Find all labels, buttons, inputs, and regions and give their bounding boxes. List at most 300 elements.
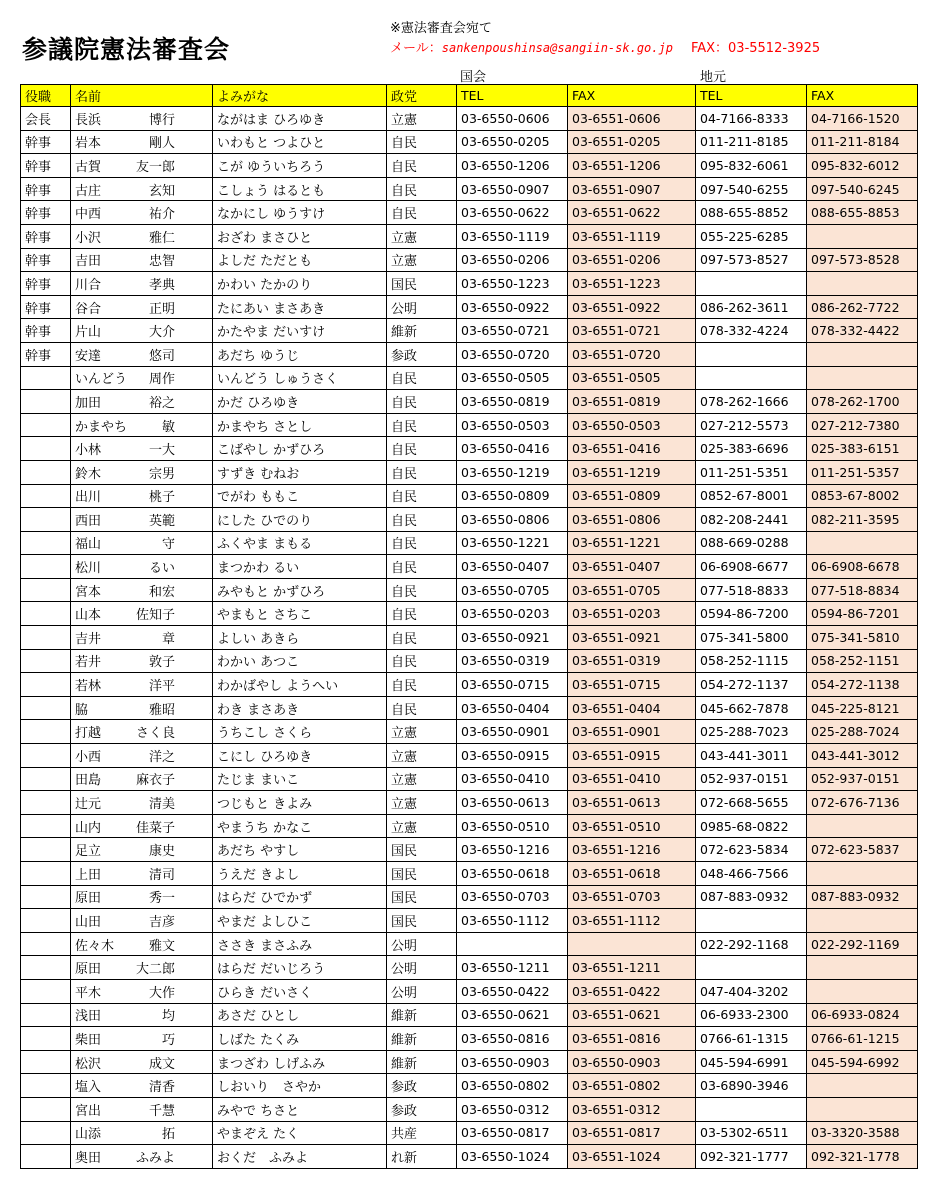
cell-jimoto-fax: 075-341-5810 — [807, 626, 918, 650]
given-name: 麻衣子 — [135, 773, 175, 789]
table-row — [21, 224, 918, 248]
cell-kokkai-tel: 03-6550-0703 — [457, 885, 568, 909]
cell-jimoto-fax — [807, 366, 918, 390]
cell-role: 幹事 — [21, 272, 71, 296]
cell-reading: ながはま ひろゆき — [213, 107, 387, 131]
cell-name — [71, 696, 213, 720]
cell-reading: かだ ひろゆき — [213, 390, 387, 414]
cell-party: 自民 — [387, 390, 457, 414]
cell-jimoto-tel: 048-466-7566 — [696, 862, 807, 886]
family-name: 松沢 — [75, 1056, 102, 1072]
cell-jimoto-tel — [696, 1097, 807, 1121]
cell-role — [21, 460, 71, 484]
member-name — [75, 675, 175, 694]
cell-jimoto-fax — [807, 342, 918, 366]
cell-name — [71, 1121, 213, 1145]
cell-jimoto-fax — [807, 531, 918, 555]
cell-kokkai-tel: 03-6550-0407 — [457, 555, 568, 579]
table-row — [21, 862, 918, 886]
cell-name — [71, 366, 213, 390]
member-name — [75, 817, 175, 836]
cell-reading: よしい あきら — [213, 626, 387, 650]
member-name — [75, 416, 175, 435]
table-row — [21, 1145, 918, 1169]
cell-kokkai-fax: 03-6551-1024 — [568, 1145, 696, 1169]
member-name — [75, 1029, 175, 1048]
cell-role — [21, 626, 71, 650]
cell-reading: かわい たかのり — [213, 272, 387, 296]
cell-name — [71, 791, 213, 815]
cell-reading: おくだ ふみよ — [213, 1145, 387, 1169]
cell-reading: ひらき だいさく — [213, 979, 387, 1003]
table-row — [21, 602, 918, 626]
cell-name — [71, 224, 213, 248]
given-name: 敦子 — [148, 655, 175, 671]
cell-role — [21, 956, 71, 980]
cell-kokkai-fax: 03-6551-1216 — [568, 838, 696, 862]
family-name: かまやち — [75, 419, 128, 435]
table-row — [21, 130, 918, 154]
cell-jimoto-fax: 058-252-1151 — [807, 649, 918, 673]
cell-kokkai-fax: 03-6551-0618 — [568, 862, 696, 886]
member-name — [75, 769, 175, 788]
cell-name — [71, 319, 213, 343]
member-table — [20, 84, 918, 1169]
cell-kokkai-fax: 03-6551-0319 — [568, 649, 696, 673]
cell-jimoto-fax: 06-6908-6678 — [807, 555, 918, 579]
cell-party: 公明 — [387, 979, 457, 1003]
given-name: 千慧 — [148, 1103, 175, 1119]
given-name: 佐知子 — [135, 608, 175, 624]
email-label: メール： — [390, 41, 442, 56]
cell-role — [21, 531, 71, 555]
cell-kokkai-fax: 03-6550-0503 — [568, 413, 696, 437]
cell-jimoto-tel: 0594-86-7200 — [696, 602, 807, 626]
table-row — [21, 390, 918, 414]
cell-kokkai-fax: 03-6551-0312 — [568, 1097, 696, 1121]
cell-name — [71, 1003, 213, 1027]
cell-reading: たにあい まさあき — [213, 295, 387, 319]
given-name: 悠司 — [148, 348, 175, 364]
family-name: 平木 — [75, 985, 102, 1001]
cell-kokkai-tel: 03-6550-0510 — [457, 814, 568, 838]
cell-jimoto-tel: 088-669-0288 — [696, 531, 807, 555]
family-name: 山内 — [75, 820, 102, 836]
cell-role — [21, 814, 71, 838]
cell-role: 会長 — [21, 107, 71, 131]
member-name — [75, 510, 175, 529]
cell-kokkai-tel: 03-6550-0404 — [457, 696, 568, 720]
cell-party: 公明 — [387, 956, 457, 980]
table-row — [21, 791, 918, 815]
cell-reading: こしょう はるとも — [213, 177, 387, 201]
cell-jimoto-tel: 03-5302-6511 — [696, 1121, 807, 1145]
cell-name — [71, 1050, 213, 1074]
cell-role — [21, 508, 71, 532]
cell-reading: しおいり さやか — [213, 1074, 387, 1098]
member-name — [75, 439, 175, 458]
cell-kokkai-tel: 03-6550-0312 — [457, 1097, 568, 1121]
family-name: 吉井 — [75, 631, 102, 647]
cell-name — [71, 602, 213, 626]
cell-kokkai-fax: 03-6551-0715 — [568, 673, 696, 697]
cell-party: 立憲 — [387, 248, 457, 272]
family-name: 脇 — [75, 702, 89, 718]
cell-name — [71, 272, 213, 296]
cell-party: 参政 — [387, 342, 457, 366]
cell-kokkai-fax — [568, 932, 696, 956]
given-name: ふみよ — [135, 1150, 175, 1166]
table-row — [21, 767, 918, 791]
cell-role: 幹事 — [21, 319, 71, 343]
cell-jimoto-fax: 086-262-7722 — [807, 295, 918, 319]
given-name: 雅仁 — [148, 230, 175, 246]
family-name: 小西 — [75, 749, 102, 765]
cell-jimoto-tel: 058-252-1115 — [696, 649, 807, 673]
cell-reading: やまだ よしひこ — [213, 909, 387, 933]
member-name — [75, 864, 175, 883]
cell-reading: こばやし かずひろ — [213, 437, 387, 461]
member-name — [75, 840, 175, 859]
cell-party: 維新 — [387, 319, 457, 343]
table-row — [21, 956, 918, 980]
given-name: 忠智 — [148, 254, 175, 270]
cell-role — [21, 838, 71, 862]
given-name: 英範 — [148, 513, 175, 529]
cell-name — [71, 744, 213, 768]
member-name — [75, 982, 175, 1001]
cell-kokkai-tel: 03-6550-1219 — [457, 460, 568, 484]
cell-kokkai-tel: 03-6550-1112 — [457, 909, 568, 933]
member-name — [75, 911, 175, 930]
member-name — [75, 1005, 175, 1024]
cell-jimoto-fax — [807, 862, 918, 886]
cell-jimoto-fax: 077-518-8834 — [807, 578, 918, 602]
member-name — [75, 321, 175, 340]
family-name: 打越 — [75, 726, 102, 742]
cell-kokkai-tel: 03-6550-1206 — [457, 154, 568, 178]
table-row — [21, 885, 918, 909]
cell-jimoto-tel: 097-540-6255 — [696, 177, 807, 201]
cell-party: 立憲 — [387, 767, 457, 791]
cell-jimoto-tel: 054-272-1137 — [696, 673, 807, 697]
cell-party: 自民 — [387, 460, 457, 484]
cell-reading: うちこし さくら — [213, 720, 387, 744]
cell-name — [71, 177, 213, 201]
cell-kokkai-tel: 03-6550-0816 — [457, 1027, 568, 1051]
cell-party: 立憲 — [387, 744, 457, 768]
cell-role — [21, 720, 71, 744]
cell-kokkai-tel: 03-6550-1216 — [457, 838, 568, 862]
table-row — [21, 649, 918, 673]
given-name: 佳菜子 — [135, 820, 175, 836]
member-name — [75, 345, 175, 364]
table-row — [21, 673, 918, 697]
cell-kokkai-fax: 03-6551-0915 — [568, 744, 696, 768]
cell-jimoto-tel: 086-262-3611 — [696, 295, 807, 319]
cell-name — [71, 484, 213, 508]
member-name — [75, 651, 175, 670]
cell-kokkai-tel: 03-6550-0613 — [457, 791, 568, 815]
cell-name — [71, 248, 213, 272]
cell-party: 自民 — [387, 437, 457, 461]
table-row — [21, 272, 918, 296]
family-name: 田島 — [75, 773, 102, 789]
cell-party: 自民 — [387, 649, 457, 673]
table-row — [21, 1027, 918, 1051]
cell-kokkai-fax: 03-6551-1221 — [568, 531, 696, 555]
cell-kokkai-tel: 03-6550-0806 — [457, 508, 568, 532]
contact-line — [390, 37, 820, 56]
cell-jimoto-tel: 045-662-7878 — [696, 696, 807, 720]
family-name: 吉田 — [75, 254, 102, 270]
family-name: 宮本 — [75, 584, 102, 600]
member-name — [75, 958, 175, 977]
cell-party: 自民 — [387, 696, 457, 720]
given-name: 秀一 — [148, 891, 175, 907]
recipient-note: ※憲法審査会宛て — [390, 21, 492, 36]
cell-reading: かたやま だいすけ — [213, 319, 387, 343]
member-name — [75, 156, 175, 175]
cell-name — [71, 956, 213, 980]
family-name: 山添 — [75, 1127, 102, 1143]
cell-jimoto-tel: 052-937-0151 — [696, 767, 807, 791]
cell-name — [71, 107, 213, 131]
cell-name — [71, 649, 213, 673]
cell-jimoto-fax — [807, 224, 918, 248]
member-name — [75, 203, 175, 222]
given-name: 清香 — [148, 1080, 175, 1096]
cell-party: 自民 — [387, 673, 457, 697]
family-name: 辻元 — [75, 797, 102, 813]
family-name: 川合 — [75, 277, 102, 293]
family-name: 鈴木 — [75, 466, 102, 482]
cell-jimoto-fax: 092-321-1778 — [807, 1145, 918, 1169]
col-header-jimoto-fax: FAX — [807, 85, 918, 107]
cell-kokkai-fax: 03-6551-1219 — [568, 460, 696, 484]
cell-jimoto-tel: 097-573-8527 — [696, 248, 807, 272]
family-name: 岩本 — [75, 136, 102, 152]
cell-name — [71, 295, 213, 319]
table-row — [21, 413, 918, 437]
member-name — [75, 486, 175, 505]
cell-kokkai-fax: 03-6551-0410 — [568, 767, 696, 791]
table-row — [21, 201, 918, 225]
member-name — [75, 887, 175, 906]
cell-jimoto-fax — [807, 1097, 918, 1121]
cell-reading: つじもと きよみ — [213, 791, 387, 815]
cell-role — [21, 578, 71, 602]
member-name — [75, 1100, 175, 1119]
family-name: 若井 — [75, 655, 102, 671]
cell-name — [71, 979, 213, 1003]
cell-kokkai-tel: 03-6550-1223 — [457, 272, 568, 296]
cell-kokkai-tel: 03-6550-1211 — [457, 956, 568, 980]
cell-role — [21, 390, 71, 414]
cell-kokkai-fax: 03-6551-0510 — [568, 814, 696, 838]
cell-reading: わき まさあき — [213, 696, 387, 720]
cell-jimoto-tel: 043-441-3011 — [696, 744, 807, 768]
cell-jimoto-tel: 03-6890-3946 — [696, 1074, 807, 1098]
cell-jimoto-tel: 06-6933-2300 — [696, 1003, 807, 1027]
group-label-kokkai: 国会 — [460, 70, 487, 85]
cell-kokkai-fax: 03-6551-0404 — [568, 696, 696, 720]
cell-role — [21, 767, 71, 791]
cell-kokkai-fax: 03-6551-0203 — [568, 602, 696, 626]
cell-kokkai-fax: 03-6551-0416 — [568, 437, 696, 461]
cell-reading: はらだ ひでかず — [213, 885, 387, 909]
fax-number: 03-5512-3925 — [728, 41, 821, 56]
table-row — [21, 932, 918, 956]
cell-party: 自民 — [387, 177, 457, 201]
member-name — [75, 533, 175, 552]
given-name: 雅昭 — [148, 702, 175, 718]
given-name: 洋之 — [148, 749, 175, 765]
cell-kokkai-fax: 03-6551-1119 — [568, 224, 696, 248]
cell-kokkai-tel: 03-6550-0206 — [457, 248, 568, 272]
cell-jimoto-tel: 072-623-5834 — [696, 838, 807, 862]
cell-reading: かまやち さとし — [213, 413, 387, 437]
cell-name — [71, 578, 213, 602]
table-row — [21, 1003, 918, 1027]
family-name: 山田 — [75, 914, 102, 930]
cell-kokkai-fax: 03-6551-1223 — [568, 272, 696, 296]
table-row — [21, 460, 918, 484]
cell-jimoto-fax — [807, 909, 918, 933]
member-name — [75, 392, 175, 411]
cell-jimoto-tel: 075-341-5800 — [696, 626, 807, 650]
cell-role — [21, 1050, 71, 1074]
cell-role: 幹事 — [21, 201, 71, 225]
cell-party: 立憲 — [387, 107, 457, 131]
member-name — [75, 132, 175, 151]
cell-jimoto-tel: 025-288-7023 — [696, 720, 807, 744]
cell-reading: いわもと つよひと — [213, 130, 387, 154]
table-row — [21, 154, 918, 178]
cell-name — [71, 1027, 213, 1051]
given-name: るい — [148, 561, 175, 577]
given-name: 桃子 — [148, 490, 175, 506]
cell-kokkai-tel: 03-6550-0621 — [457, 1003, 568, 1027]
cell-jimoto-tel: 047-404-3202 — [696, 979, 807, 1003]
cell-role: 幹事 — [21, 154, 71, 178]
cell-party: 立憲 — [387, 720, 457, 744]
col-header-role: 役職 — [21, 85, 71, 107]
given-name: 守 — [161, 537, 175, 553]
cell-kokkai-fax: 03-6551-0505 — [568, 366, 696, 390]
family-name: 佐々木 — [75, 938, 115, 954]
member-name — [75, 1076, 175, 1095]
member-name — [75, 298, 175, 317]
cell-jimoto-fax: 0853-67-8002 — [807, 484, 918, 508]
cell-role — [21, 1074, 71, 1098]
cell-role — [21, 1027, 71, 1051]
family-name: 足立 — [75, 844, 102, 860]
cell-jimoto-tel — [696, 366, 807, 390]
email-address[interactable]: sankenpoushinsa@sangiin-sk.go.jp — [441, 41, 673, 55]
given-name: 敏 — [161, 419, 175, 435]
cell-name — [71, 201, 213, 225]
family-name: 古庄 — [75, 183, 102, 199]
given-name: 大二郎 — [135, 962, 175, 978]
cell-jimoto-tel: 077-518-8833 — [696, 578, 807, 602]
cell-reading: みやで ちさと — [213, 1097, 387, 1121]
table-row — [21, 578, 918, 602]
cell-party: 公明 — [387, 295, 457, 319]
cell-name — [71, 390, 213, 414]
cell-role — [21, 1121, 71, 1145]
cell-kokkai-fax: 03-6551-0407 — [568, 555, 696, 579]
cell-kokkai-tel: 03-6550-0410 — [457, 767, 568, 791]
cell-kokkai-fax: 03-6551-0705 — [568, 578, 696, 602]
cell-party: 自民 — [387, 578, 457, 602]
family-name: 谷合 — [75, 301, 102, 317]
cell-jimoto-fax: 095-832-6012 — [807, 154, 918, 178]
cell-kokkai-fax: 03-6551-0206 — [568, 248, 696, 272]
cell-role — [21, 649, 71, 673]
table-row — [21, 909, 918, 933]
cell-kokkai-tel: 03-6550-0922 — [457, 295, 568, 319]
given-name: 成文 — [148, 1056, 175, 1072]
family-name: 長浜 — [75, 112, 102, 128]
cell-role — [21, 744, 71, 768]
cell-name — [71, 413, 213, 437]
cell-jimoto-tel — [696, 342, 807, 366]
table-row — [21, 555, 918, 579]
cell-kokkai-tel: 03-6550-0819 — [457, 390, 568, 414]
cell-name — [71, 673, 213, 697]
cell-reading: みやもと かずひろ — [213, 578, 387, 602]
family-name: 加田 — [75, 395, 102, 411]
cell-role — [21, 1003, 71, 1027]
col-header-kokkai-tel: TEL — [457, 85, 568, 107]
cell-reading: すずき むねお — [213, 460, 387, 484]
given-name: さく良 — [135, 726, 175, 742]
cell-kokkai-fax: 03-6551-0621 — [568, 1003, 696, 1027]
cell-kokkai-fax: 03-6551-0720 — [568, 342, 696, 366]
family-name: 宮出 — [75, 1103, 102, 1119]
cell-kokkai-tel: 03-6550-0809 — [457, 484, 568, 508]
cell-kokkai-tel: 03-6550-0907 — [457, 177, 568, 201]
table-row — [21, 744, 918, 768]
cell-jimoto-tel: 022-292-1168 — [696, 932, 807, 956]
member-name — [75, 557, 175, 576]
table-row — [21, 531, 918, 555]
cell-kokkai-fax: 03-6551-0205 — [568, 130, 696, 154]
cell-kokkai-tel: 03-6550-1024 — [457, 1145, 568, 1169]
cell-reading: あだち やすし — [213, 838, 387, 862]
cell-jimoto-fax: 025-383-6151 — [807, 437, 918, 461]
cell-kokkai-fax: 03-6551-0622 — [568, 201, 696, 225]
cell-kokkai-tel: 03-6550-0817 — [457, 1121, 568, 1145]
cell-kokkai-fax: 03-6551-0817 — [568, 1121, 696, 1145]
table-row — [21, 1121, 918, 1145]
cell-reading: こにし ひろゆき — [213, 744, 387, 768]
cell-kokkai-fax: 03-6551-0703 — [568, 885, 696, 909]
cell-kokkai-tel: 03-6550-0901 — [457, 720, 568, 744]
given-name: 和宏 — [148, 584, 175, 600]
cell-reading: ふくやま まもる — [213, 531, 387, 555]
family-name: 片山 — [75, 325, 102, 341]
cell-reading: あだち ゆうじ — [213, 342, 387, 366]
cell-reading: おざわ まさひと — [213, 224, 387, 248]
cell-name — [71, 814, 213, 838]
cell-kokkai-fax: 03-6551-1211 — [568, 956, 696, 980]
cell-kokkai-tel: 03-6550-0416 — [457, 437, 568, 461]
given-name: 祐介 — [148, 207, 175, 223]
cell-jimoto-tel — [696, 956, 807, 980]
cell-name — [71, 460, 213, 484]
